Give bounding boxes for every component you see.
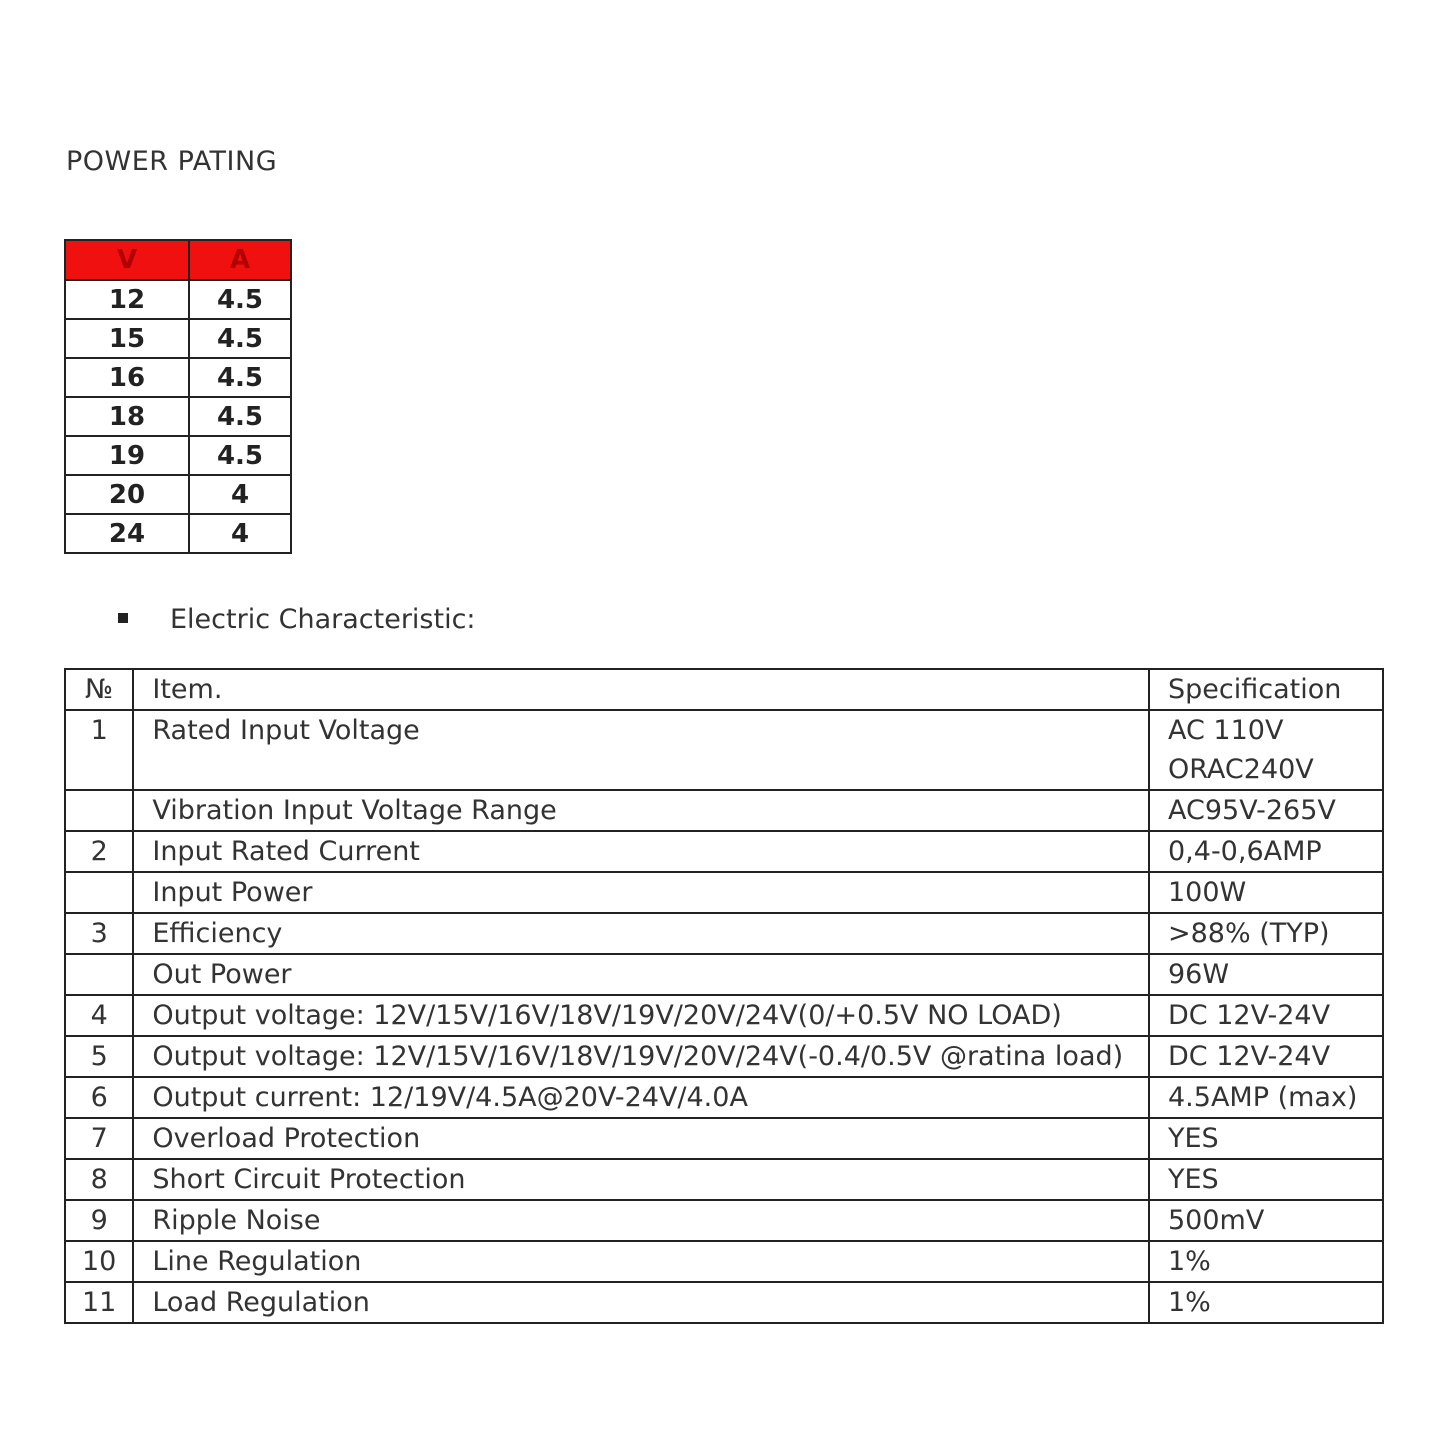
row-spec: DC 12V-24V xyxy=(1149,1036,1383,1077)
table-row xyxy=(65,831,1383,872)
spec-table-header-row xyxy=(65,669,1383,710)
page-heading: POWER PATING xyxy=(66,146,278,177)
row-item: Overload Protection xyxy=(133,1118,1149,1159)
row-number: 9 xyxy=(65,1200,133,1241)
row-spec: 0,4-0,6AMP xyxy=(1149,831,1383,872)
table-row xyxy=(65,710,1383,790)
row-spec: 500mV xyxy=(1149,1200,1383,1241)
header-current: A xyxy=(189,240,291,280)
voltage-cell: 12 xyxy=(65,280,189,319)
row-spec: 100W xyxy=(1149,872,1383,913)
section-bullet xyxy=(118,604,476,635)
current-cell: 4.5 xyxy=(189,319,291,358)
power-table-header-row xyxy=(65,240,291,280)
row-number: 3 xyxy=(65,913,133,954)
voltage-cell: 15 xyxy=(65,319,189,358)
row-spec: 1% xyxy=(1149,1241,1383,1282)
row-number: 7 xyxy=(65,1118,133,1159)
table-row xyxy=(65,1241,1383,1282)
row-spec: 4.5AMP (max) xyxy=(1149,1077,1383,1118)
row-number xyxy=(65,872,133,913)
row-number: 4 xyxy=(65,995,133,1036)
table-row xyxy=(65,358,291,397)
table-row xyxy=(65,872,1383,913)
row-spec: >88% (TYP) xyxy=(1149,913,1383,954)
current-cell: 4.5 xyxy=(189,358,291,397)
table-row xyxy=(65,319,291,358)
table-row xyxy=(65,1282,1383,1323)
row-spec: YES xyxy=(1149,1159,1383,1200)
row-number: 5 xyxy=(65,1036,133,1077)
row-spec xyxy=(1149,710,1383,790)
header-voltage: V xyxy=(65,240,189,280)
row-item: Input Rated Current xyxy=(133,831,1149,872)
row-spec-line: AC 110V xyxy=(1168,715,1284,746)
table-row xyxy=(65,397,291,436)
row-number xyxy=(65,954,133,995)
row-item: Output voltage: 12V/15V/16V/18V/19V/20V/24V(0/+0.5V NO LOAD) xyxy=(133,995,1149,1036)
row-item: Out Power xyxy=(133,954,1149,995)
table-row xyxy=(65,790,1383,831)
row-number: 1 xyxy=(65,710,133,790)
table-row xyxy=(65,1159,1383,1200)
row-item: Input Power xyxy=(133,872,1149,913)
table-row xyxy=(65,475,291,514)
power-rating-table xyxy=(64,239,292,554)
voltage-cell: 24 xyxy=(65,514,189,553)
row-spec: 1% xyxy=(1149,1282,1383,1323)
table-row xyxy=(65,913,1383,954)
header-item: Item. xyxy=(133,669,1149,710)
table-row xyxy=(65,1036,1383,1077)
table-row xyxy=(65,514,291,553)
row-number: 10 xyxy=(65,1241,133,1282)
row-spec: DC 12V-24V xyxy=(1149,995,1383,1036)
header-specification: Specification xyxy=(1149,669,1383,710)
row-item: Rated Input Voltage xyxy=(133,710,1149,790)
row-spec: AC95V-265V xyxy=(1149,790,1383,831)
bullet-square-icon xyxy=(118,613,128,623)
row-item: Output current: 12/19V/4.5A@20V-24V/4.0A xyxy=(133,1077,1149,1118)
current-cell: 4.5 xyxy=(189,397,291,436)
row-spec-line: ORAC240V xyxy=(1168,754,1314,785)
table-row xyxy=(65,280,291,319)
voltage-cell: 20 xyxy=(65,475,189,514)
row-number: 8 xyxy=(65,1159,133,1200)
row-item: Load Regulation xyxy=(133,1282,1149,1323)
table-row xyxy=(65,1118,1383,1159)
current-cell: 4 xyxy=(189,475,291,514)
row-spec: YES xyxy=(1149,1118,1383,1159)
current-cell: 4 xyxy=(189,514,291,553)
row-number: 11 xyxy=(65,1282,133,1323)
row-item: Vibration Input Voltage Range xyxy=(133,790,1149,831)
row-number xyxy=(65,790,133,831)
row-item: Output voltage: 12V/15V/16V/18V/19V/20V/24V(-0.4/0.5V @ratina load) xyxy=(133,1036,1149,1077)
header-number: № xyxy=(65,669,133,710)
current-cell: 4.5 xyxy=(189,436,291,475)
voltage-cell: 16 xyxy=(65,358,189,397)
current-cell: 4.5 xyxy=(189,280,291,319)
table-row xyxy=(65,954,1383,995)
row-spec: 96W xyxy=(1149,954,1383,995)
row-item: Line Regulation xyxy=(133,1241,1149,1282)
voltage-cell: 19 xyxy=(65,436,189,475)
section-label: Electric Characteristic: xyxy=(170,604,476,635)
table-row xyxy=(65,1200,1383,1241)
row-item: Ripple Noise xyxy=(133,1200,1149,1241)
voltage-cell: 18 xyxy=(65,397,189,436)
row-item: Short Circuit Protection xyxy=(133,1159,1149,1200)
table-row xyxy=(65,995,1383,1036)
table-row xyxy=(65,1077,1383,1118)
row-number: 6 xyxy=(65,1077,133,1118)
table-row xyxy=(65,436,291,475)
row-item: Efficiency xyxy=(133,913,1149,954)
electric-characteristic-table xyxy=(64,668,1384,1324)
row-number: 2 xyxy=(65,831,133,872)
